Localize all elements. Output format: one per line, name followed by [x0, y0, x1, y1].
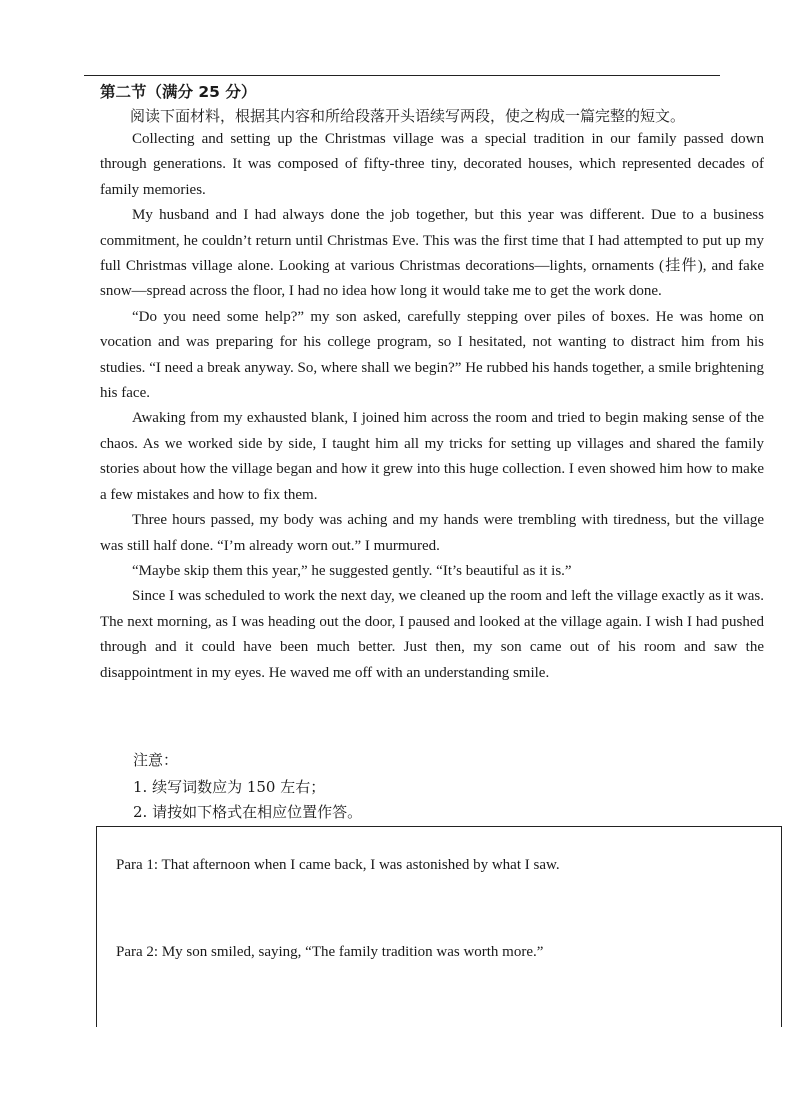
reading-passage: [100, 127, 764, 686]
notes-title: 注意：: [133, 751, 179, 769]
para-2-opening: Para 2: My son smiled, saying, “The family tradition was worth more.”: [116, 944, 544, 960]
passage-paragraph: Awaking from my exhausted blank, I joined him across the room and tried to begin making sense of the chaos. As we worked side by side, I taught him all my tricks for setting up villages and shared the family stories about how the village began and how it grew into this huge collection. I even showed him how to make a few mistakes and how to fix them.: [100, 410, 764, 503]
task-instruction: 阅读下面材料，根据其内容和所给段落开头语续写两段，使之构成一篇完整的短文。: [130, 107, 686, 125]
section-heading: 第二节（满分 25 分）: [100, 83, 257, 101]
passage-paragraph: Three hours passed, my body was aching and my hands were trembling with tiredness, but the village was still half done. “I’m already worn out.” I murmured.: [100, 512, 764, 554]
passage-paragraph: “Maybe skip them this year,” he suggested gently. “It’s beautiful as it is.”: [132, 562, 572, 579]
para-1-opening: Para 1: That afternoon when I came back, I was astonished by what I saw.: [116, 857, 560, 873]
passage-paragraph: Since I was scheduled to work the next day, we cleaned up the room and left the village exactly as it was. The next morning, as I was heading out the door, I paused and looked at the village again. I wish I had pushed through and it could have been much better. Just then, my son came out of his room and saw the disappointment in my eyes. He waved me off with an understanding smile.: [100, 588, 764, 681]
note-item-word-count: 1. 续写词数应为 150 左右；: [133, 778, 326, 796]
note-item-format: 2. 请按如下格式在相应位置作答。: [133, 803, 363, 821]
passage-paragraph: My husband and I had always done the job together, but this year was different. Due to a business commitment, he couldn’t return until Christmas Eve. This was the first time that I had attempted to put up my full Christmas village alone. Looking at various Christmas decorations—lights, ornaments (挂件), and fake snow—spread across the floor, I had no idea how long it would take me to get the work done.: [100, 207, 764, 300]
answer-box: [96, 826, 782, 1027]
top-divider: [84, 75, 720, 76]
passage-paragraph: “Do you need some help?” my son asked, carefully stepping over piles of boxes. He was home on vocation and was preparing for his college program, so I hesitated, not wanting to distract him from his studies. “I need a break anyway. So, where shall we begin?” He rubbed his hands together, a smile brightening his face.: [100, 308, 764, 402]
passage-paragraph: Collecting and setting up the Christmas village was a special tradition in our family passed down through generations. It was composed of fifty-three tiny, decorated houses, which represented decades of family memories.: [100, 131, 764, 198]
